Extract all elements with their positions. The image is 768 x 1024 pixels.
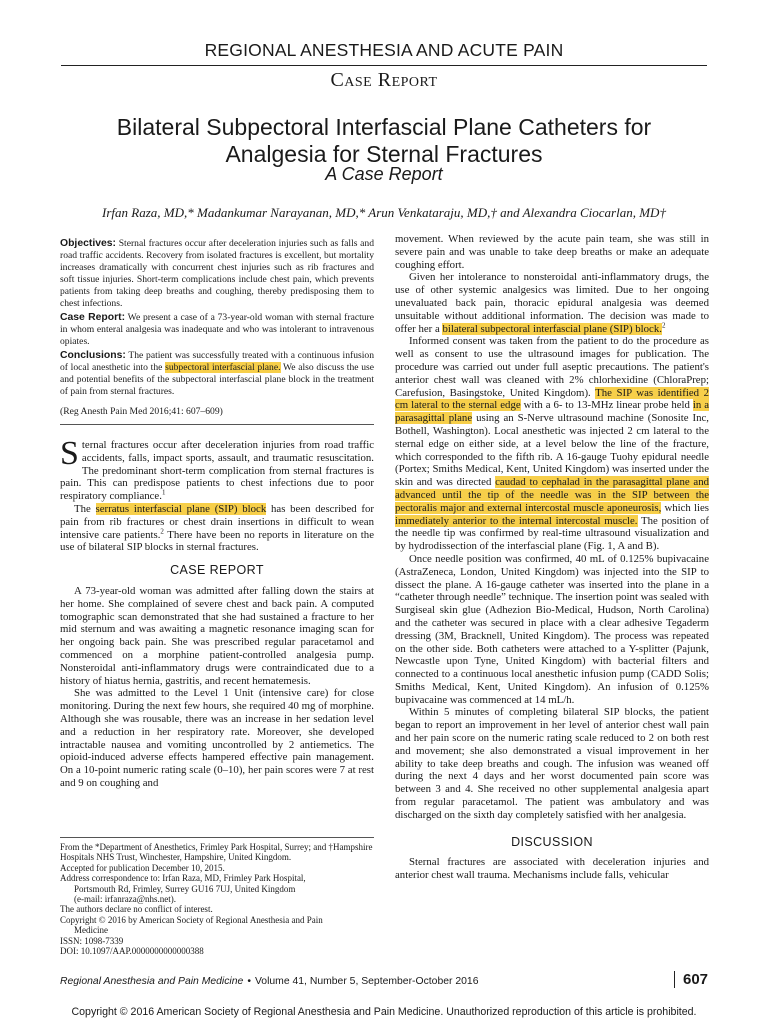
case-paragraph-1: A 73-year-old woman was admitted after falling down the stairs at her home. She complained of severe chest and back pain. A computed tomographic scan demonstrated that she had sustained a fracture to her mid sternum and was awaiting a magnetic resonance imaging scan for her ongoing back pain. She was prescribed regular paracetamol and commenced on a morphine patient-controlled analgesia pump. Nonsteroidal anti-inflammatory drugs were contraindicated due to a history of hiatus hernia, gastritis, and recent hematemesis.: [60, 584, 374, 687]
section-heading-case-report: CASE REPORT: [170, 563, 264, 578]
abstract-case: [60, 312, 374, 348]
section-heading-discussion: DISCUSSION: [511, 834, 593, 849]
intro-paragraph: [60, 435, 374, 503]
highlight-parasagittal: in a parasagittal plane: [395, 399, 710, 425]
footnote-issn: ISSN: 1098-7339: [60, 935, 124, 946]
drop-cap: S: [60, 435, 79, 472]
case-paragraph-2: She was admitted to the Level 1 Unit (intensive care) for close monitoring. During the next few hours, she required 40 mg of morphine. Although she was rousable, there was an increase in her sedation level and a reduction in her respiratory rate. Moreover, she developed intractable nausea and vomiting uncontrolled by 2 antiemetics. The opioid-induced adverse effects hampered effective pain management. On a 10-point numeric rating scale (0–10), her pain scores were 7 at rest and 9 on coughing and: [60, 687, 374, 789]
footnote-doi: DOI: 10.1097/AAP.0000000000000388: [60, 946, 204, 957]
p3-text-c: using an S-Nerve ultrasound machine (Sonosite Inc, Bothell, Washington). Local anesthetic was injected 2 cm lateral to the sternal edge on either side, at a level below the line of the fracture, which corresponded to the fifth rib. A 16-gauge Tuohy epidural needle (Portex; Smiths Medical, Kent, United Kingdom) was inserted under the skin and was directed: [395, 412, 710, 489]
highlight-caudad: caudad to cephalad in the parasagittal plane and advanced until the tip of the needle was in the SIP between the pectoralis major and external intercostal muscle aponeurosis,: [395, 476, 709, 514]
right-column: [395, 233, 709, 882]
journal-section-header: REGIONAL ANESTHESIA AND ACUTE PAIN: [204, 40, 564, 60]
footnote-email: (e-mail: irfanraza@nhs.net).: [74, 894, 176, 905]
highlight-serratus: serratus interfascial plane (SIP) block: [95, 502, 267, 515]
right-paragraph-5: Within 5 minutes of completing bilateral SIP blocks, the patient began to report an improvement in her level of anterior chest wall pain and her pain score on the numeric rating scale reduced to 2 on both rest and movement; she also demonstrated a visual improvement in her ability to take deep breaths and cough. The infusion was weaned off during the next 4 days and her worst documented pain score was between 3 and 4. She received no other supplemental analgesia apart from regular paracetamol. The patient was ambulatory and was discharged on the sixth day completely satisfied with her analgesia.: [395, 706, 709, 821]
footer-journal-name: Regional Anesthesia and Pain Medicine: [60, 976, 244, 987]
highlight-sip-block: bilateral subpectoral interfascial plane (SIP) block.: [442, 322, 662, 335]
article-type: Case Report: [330, 69, 438, 91]
p2-text-c: There have been no reports in literature on the use of bilateral SIP blocks in sternal fractures.: [60, 528, 374, 554]
footnote-correspondence: Address correspondence to: Irfan Raza, MD, Frimley Park Hospital,: [60, 873, 306, 884]
ref-2: 2: [160, 526, 164, 535]
footnote-accepted: Accepted for publication December 10, 2015.: [60, 862, 225, 873]
right-paragraph-1: movement. When reviewed by the acute pain team, she was still in severe pain and was unable to take deep breaths or make an adequate coughing effort.: [395, 233, 709, 271]
left-column: [60, 238, 374, 790]
p3-text-e: The position of the needle tip was confirmed by real-time ultrasound visualization and by hydrodissection of the interfascial plane (Fig. 1, A and B).: [395, 514, 709, 553]
abstract-conclusions: [60, 350, 374, 398]
ref-2b: 2: [661, 320, 666, 329]
author-list: Irfan Raza, MD,* Madankumar Narayanan, MD,* Arun Venkataraju, MD,† and Alexandra Ciocarlan, MD†: [102, 205, 666, 220]
case-text: We present a case of a 73-year-old woman with sternal fracture in whom enteral analgesia was inadequate and who was intolerant to intravenous opiates.: [60, 312, 374, 347]
footer-volume: Volume 41, Number 5, September-October 2016: [254, 976, 479, 987]
header-rule: [61, 65, 707, 66]
right-paragraph-4: Once needle position was confirmed, 40 mL of 0.125% bupivacaine (AstraZeneca, London, United Kingdom) was injected into the SIP to dissect the plane. A 16-gauge catheter was inserted into the plane in a “catheter through needle” technique. The insertion point was sealed with Surgiseal skin glue (Adhezion Bio-Medical, Hudson, North Carolina) and the catheter was secured in place with a clear adhesive Tegaderm dressing (3M, Bracknell, United Kingdom). The process was repeated on the other side. Both catheters were attached to a Y-splitter (Pajunk, Newcastle upon Tyne, United Kingdom) with bacterial filters and connected to a continuous local anesthetic infusion pump (CADD Solis; Smiths Medical, Kent, United Kingdom). An infusion of 0.125% bupivacaine was commenced at 14 mL/h.: [395, 552, 710, 706]
case-label: Case Report:: [60, 312, 126, 323]
highlight-subpectoral: subpectoral interfascial plane.: [165, 362, 281, 373]
p2-text-b: has been described for pain from rib fractures or chest drain insertions in difficult to wean intensive care patients.: [60, 502, 374, 541]
ref-1: 1: [161, 488, 166, 497]
right-paragraph-3: [395, 335, 709, 553]
footnote-copyright: Copyright © 2016 by American Society of Regional Anesthesia and Pain: [60, 914, 323, 925]
intro-paragraph-2: [60, 503, 374, 554]
citation: (Reg Anesth Pain Med 2016;41: 607–609): [60, 406, 223, 417]
footnote-affiliations: From the *Department of Anesthetics, Frimley Park Hospital, Surrey; and †Hampshire Hospitals NHS Trust, Winchester, Hampshire, United Kingdom.: [60, 842, 373, 863]
abstract-objectives: [60, 238, 374, 310]
p3-text-d: which lies: [664, 501, 709, 514]
conclusions-label: Conclusions:: [60, 350, 126, 361]
footnote-conflict: The authors declare no conflict of interest.: [60, 904, 213, 915]
conclusions-text-2: We also discuss the use and potential benefits of the subpectoral interfascial plane block in the treatment of pain from sternal fractures.: [60, 362, 374, 397]
p3-text-b: with a 6- to 13-MHz linear probe held: [523, 399, 690, 412]
p2-text: Given her intolerance to nonsteroidal anti-inflammatory drugs, the use of other systemic analgesics was limited. Due to her ongoing unevaluated back pain, thoracic epidural analgesia was deemed unsuitable without additional information. The decision was made to offer her a: [395, 271, 709, 335]
p2-text-a: The: [74, 502, 91, 515]
title-line-1: Bilateral Subpectoral Interfascial Plane Catheters for: [116, 114, 652, 140]
p3-text-a: Informed consent was taken from the patient to do the procedure as well as consent to use the ultrasound images for publication. The procedure was carried out under full aseptic precautions. The patient's anterior chest wall was cleaned with 2% chlorhexidine (ChloraPrep; Carefusion, Basingstoke, United Kingdom).: [395, 335, 709, 399]
conclusions-text: The patient was successfully treated with a continuous infusion of local anesthetic into the: [60, 350, 374, 373]
footer-bullet: •: [247, 976, 251, 987]
page-number: 607: [674, 971, 708, 988]
objectives-label: Objectives:: [60, 238, 117, 249]
intro-text: ternal fractures occur after deceleration injuries from road traffic accidents, falls, impact sports, assault, and traumatic resuscitation. The predominant short-term complication from sternal fractures is pain. This can predispose patients to chest infections due to poor respiratory compliance.: [60, 439, 374, 503]
footer-journal-info: [60, 976, 478, 987]
right-paragraph-2: [395, 271, 709, 335]
objectives-text: Sternal fractures occur after deceleration injuries such as falls and road traffic accidents. Recovery from isolated fractures is excellent, but mortality increases dramatically with concurrent chest injuries such as rib fractures and soft tissue injuries. Short-term complications include chest pain, which prevents patients from taking deep breaths and coughing, thereby predisposing them to chest infections.: [60, 238, 374, 309]
footnote-copyright-cont: Medicine: [74, 925, 108, 936]
article-title: [0, 114, 768, 168]
highlight-intercostal: immediately anterior to the internal intercostal muscle.: [395, 514, 638, 527]
discussion-paragraph-1: Sternal fractures are associated with deceleration injuries and anterior chest wall trauma. Mechanisms include falls, vehicular: [395, 856, 709, 882]
footnote-address: Portsmouth Rd, Frimley, Surrey GU16 7UJ, United Kingdom: [74, 883, 296, 894]
abstract: [60, 238, 374, 425]
footnotes: [60, 837, 374, 956]
copyright-notice: Copyright © 2016 American Society of Regional Anesthesia and Pain Medicine. Unauthorized reproduction of this article is prohibited.: [71, 1006, 697, 1018]
title-line-2: Analgesia for Sternal Fractures: [225, 141, 543, 167]
article-subtitle: A Case Report: [325, 164, 443, 184]
highlight-sip-identified: The SIP was identified 2 cm lateral to the sternal edge: [395, 386, 709, 412]
